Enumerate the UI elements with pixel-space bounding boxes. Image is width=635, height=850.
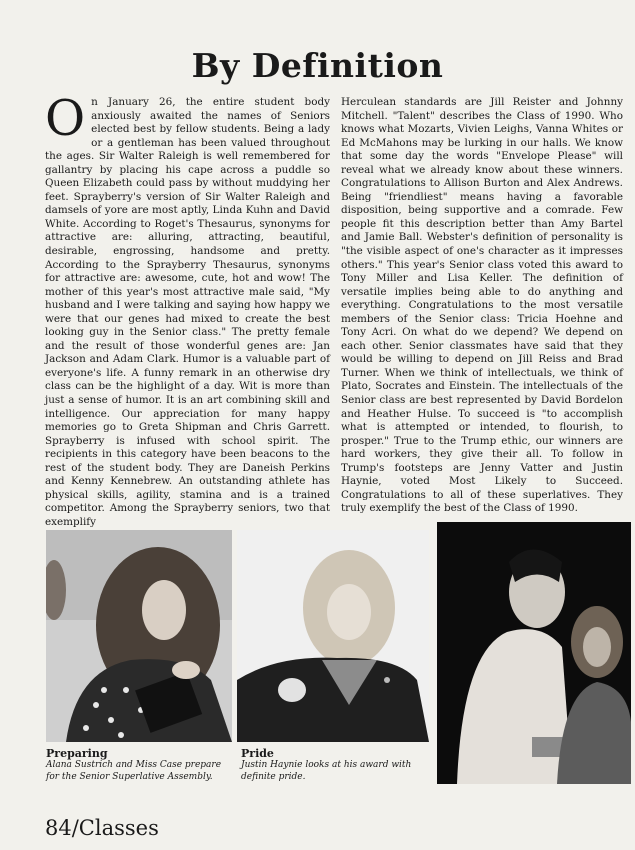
article-text-left: n January 26, the entire student body anxiously awaited the names of Seniors elected best by fellow students. Being a lady or a gentleman has been valued throughout the ages. Sir Walter Raleigh is well remembered for gallantry by placing his cape across a puddle so Queen Elizabeth could pass by without muddying her feet. Sprayberry's version of Sir Walter Raleigh and damsels of yore are most aptly, Linda Kuhn and David White. According to Roget's Thesaurus, synonyms for attractive are: alluring, attracting, beautiful, desirable, engrossing, handsome and pretty. According to the Sprayberry Thesaurus, synonyms for attractive are: awesome, cute, hot and wow! The mother of this year's most attractive male said, "My husband and I were talking and saying how happy we were that our genes had mixed to create the best looking guy in the Senior class." The pretty female and the result of those wonderful genes are: Jan Jackson and Adam Clark. Humor is a valuable part of everyone's life. A funny remark in an otherwise dry class can be the highlight of a day. Wit is more than just a sense of humor. It is an art combining skill and intelligence. Our appreciation for many happy memories go to Greta Shipman and Chris Garrett. Sprayberry is infused with school spirit. The recipients in this category have been beacons to the rest of the student body. They are Daneish Perkins and Kenny Kennebrew. An outstanding athlete has physical skills, agility, stamina and is a trained competitor. Among the Sprayberry seniors, two that exemplify — [45, 96, 330, 528]
photo-pride — [237, 530, 429, 742]
article-paragraph-left — [45, 90, 330, 530]
article-column-left — [45, 90, 330, 530]
photo-justin-award-image — [437, 522, 631, 784]
photo-pride-image — [237, 530, 429, 742]
caption-heading-pride: Pride — [241, 747, 274, 760]
drop-cap: O — [45, 90, 86, 147]
photo-justin-award — [437, 522, 631, 784]
photo-preparing — [46, 530, 232, 742]
caption-text-preparing: Alana Sustrich and Miss Case prepare for the Senior Superlative Assembly. — [46, 760, 222, 782]
page-title: By Definition — [191, 46, 444, 85]
article-text-right: Herculean standards are Jill Reister and Johnny Mitchell. "Talent" describes the Class of 1990. Who knows what Mozarts, Vivien Leighs, Vanna Whites or Ed McMahons may be lurking in our halls. We know that some day the words "Envelope Please" will reveal what we already know about these winners. Congratulations to Allison Burton and Alex Andrews. Being "friendliest" means having a favorable disposition, being supportive and a comrade. Few people fit this description better than Amy Bartel and Jamie Ball. Webster's definition of personality is "the visible aspect of one's character as it impresses others." This year's Senior class voted this award to Tony Miller and Lisa Keller. The definition of versatile implies being able to do anything and everything. Congratulations to the most versatile members of the Senior class: Tricia Hoehne and Tony Acri. On what do we depend? We depend on each other. Senior classmates have said that they would be willing to depend on Jill Reiss and Brad Turner. When we think of intellectuals, we think of Plato, Socrates and Einstein. The intellectuals of the Senior class are best represented by David Bordelon and Heather Hulse. To succeed is "to accomplish what is attempted or intended, to flourish, to prosper." True to the Trump ethic, our winners are hard workers, they give their all. To follow in Trump's footsteps are Jenny Vatter and Justin Haynie, voted Most Likely to Succeed. Congratulations to all of these superlatives. They truly exemplify the best of the Class of 1990. — [341, 96, 623, 515]
caption-heading-preparing: Preparing — [46, 747, 108, 760]
article-column-right — [341, 96, 623, 516]
caption-text-pride: Justin Haynie looks at his award with definite pride. — [241, 760, 412, 782]
photo-preparing-image — [46, 530, 232, 742]
page-folio: 84/Classes — [45, 816, 159, 840]
